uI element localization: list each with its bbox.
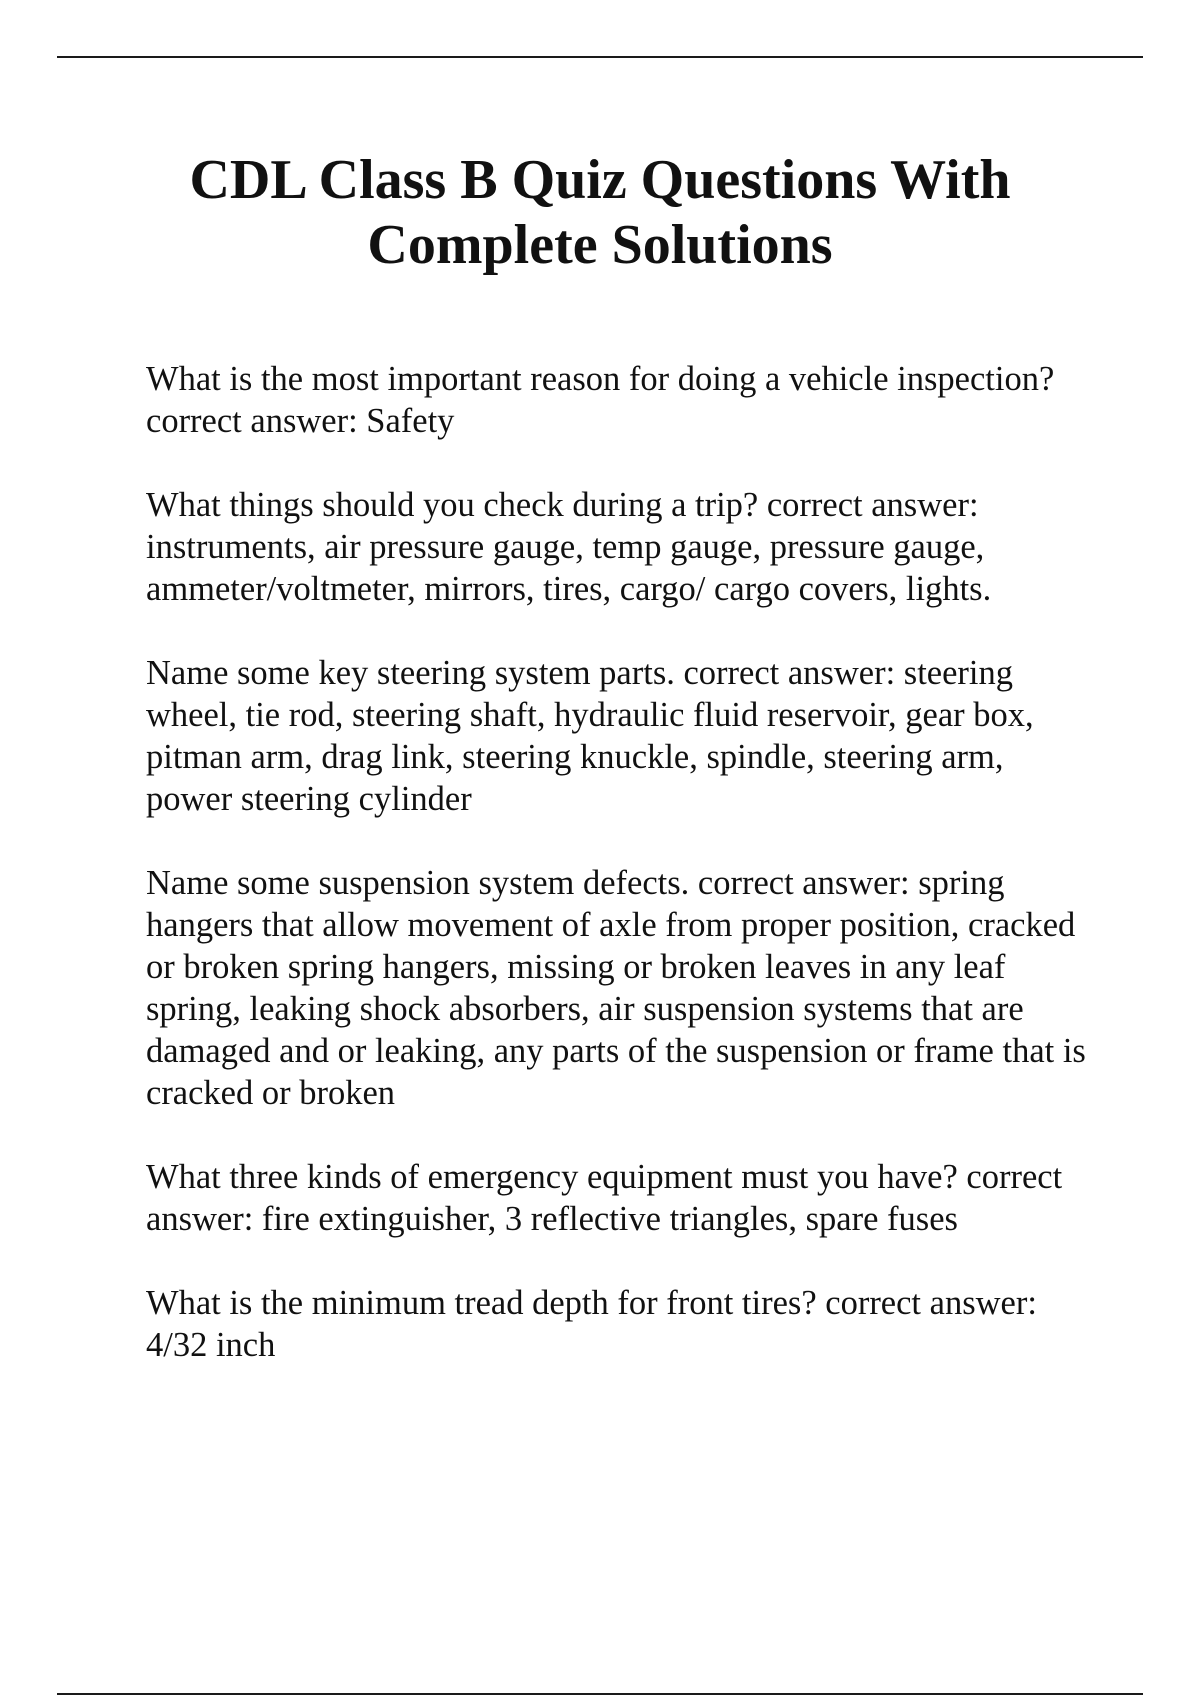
top-divider [57,56,1143,58]
qa-item-suspension-defects: Name some suspension system defects. correct answer: spring hangers that allow movement of axle from proper position, cracked or broken spring hangers, missing or broken leaves in any leaf spring, leaking shock absorbers, air suspension systems that are damaged and or leaking, any parts of the suspension or frame that is cracked or broken [146,864,1086,1112]
title-line-2: Complete Solutions [367,214,833,276]
qa-item-trip-checks: What things should you check during a trip? correct answer: instruments, air pressure gauge, temp gauge, pressure gauge, ammeter/voltmeter, mirrors, tires, cargo/ cargo covers, lights. [146,486,992,608]
bottom-divider [57,1693,1143,1695]
qa-item-tread-depth: What is the minimum tread depth for front tires? correct answer: 4/32 inch [146,1284,1037,1364]
qa-item-inspection-reason: What is the most important reason for doing a vehicle inspection? correct answer: Safety [146,360,1055,440]
question-answer-list [146,358,1086,1408]
qa-item-steering-parts: Name some key steering system parts. correct answer: steering wheel, tie rod, steering shaft, hydraulic fluid reservoir, gear box, pitman arm, drag link, steering knuckle, spindle, steering arm, power steering cylinder [146,654,1034,818]
title-line-1: CDL Class B Quiz Questions With [189,149,1011,211]
document-title [100,148,1100,278]
qa-item-emergency-equipment: What three kinds of emergency equipment must you have? correct answer: fire extinguisher, 3 reflective triangles, spare fuses [146,1158,1063,1238]
